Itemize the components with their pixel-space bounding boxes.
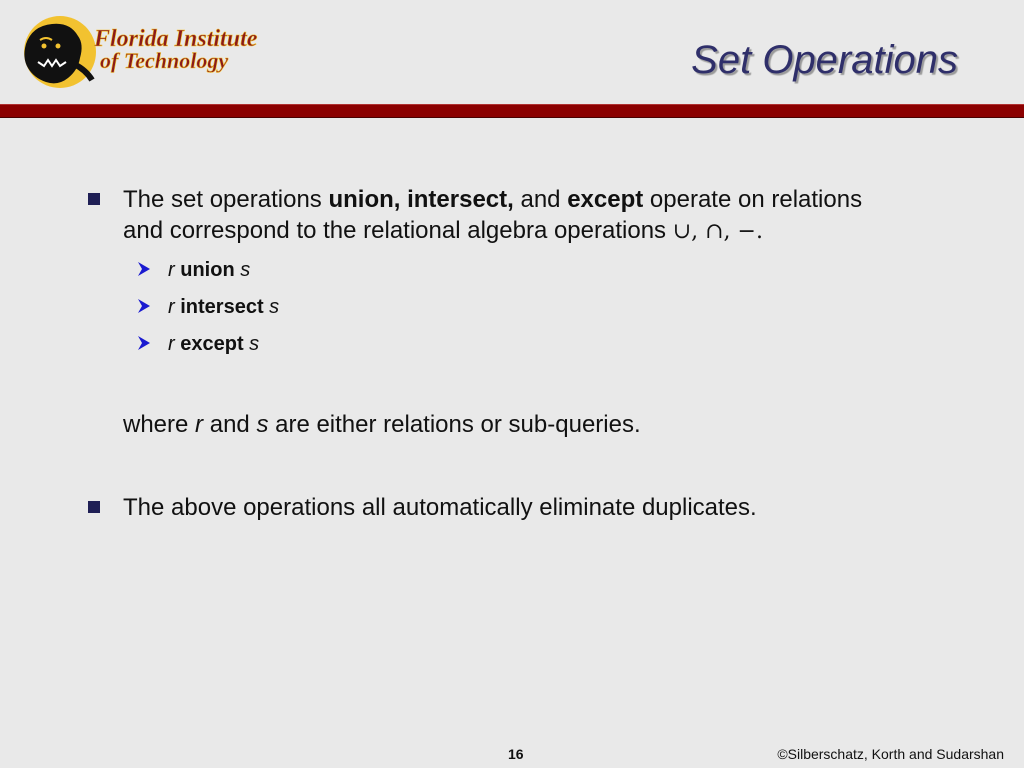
sub-item-var-s: s <box>249 333 260 355</box>
arrow-bullet-icon <box>137 335 151 351</box>
sub-item-op: except <box>180 333 244 355</box>
logo-text-line2: of Technology <box>100 48 229 73</box>
where-text-3: are either relations or sub-queries. <box>268 411 641 438</box>
sub-item-var-s: s <box>240 259 251 281</box>
sub-item-var-r: r <box>168 333 175 355</box>
sub-item-intersect <box>168 295 279 319</box>
bullet-1-post: operate on relations <box>643 186 863 213</box>
copyright-text: ©Silberschatz, Korth and Sudarshan <box>777 746 1004 762</box>
where-var-s: s <box>256 411 269 438</box>
sub-item-op: intersect <box>180 296 264 318</box>
where-text-2: and <box>203 411 257 438</box>
sub-item-var-r: r <box>168 259 175 281</box>
slide-title: Set Operations <box>691 38 958 82</box>
sub-item-except <box>168 332 259 356</box>
where-line <box>123 409 943 440</box>
bullet-2-text: The above operations all automatically eliminate duplicates. <box>123 494 757 521</box>
where-text-1: where <box>123 411 196 438</box>
sub-item-var-r: r <box>168 296 175 318</box>
bullet-1-line2: and correspond to the relational algebra operations <box>123 217 673 244</box>
sub-item-union <box>168 258 250 282</box>
bullet-1-text <box>123 184 943 247</box>
bullet-1-mid: and <box>513 186 568 213</box>
bullet-1-pre: The set operations <box>123 186 329 213</box>
sub-item-var-s: s <box>269 296 280 318</box>
arrow-bullet-icon <box>137 298 151 314</box>
square-bullet-icon <box>88 193 100 205</box>
where-var-r: r <box>195 411 204 438</box>
logo-text-line1: Florida Institute <box>94 26 258 52</box>
page-number: 16 <box>508 746 524 762</box>
square-bullet-icon <box>88 501 100 513</box>
sub-item-op: union <box>180 259 235 281</box>
bullet-1-symbols: ∪, ∩, −. <box>672 219 763 244</box>
arrow-bullet-icon <box>137 261 151 277</box>
bullet-1-bold-union-intersect: union, intersect, <box>328 186 514 213</box>
bullet-1-bold-except: except <box>567 186 644 213</box>
